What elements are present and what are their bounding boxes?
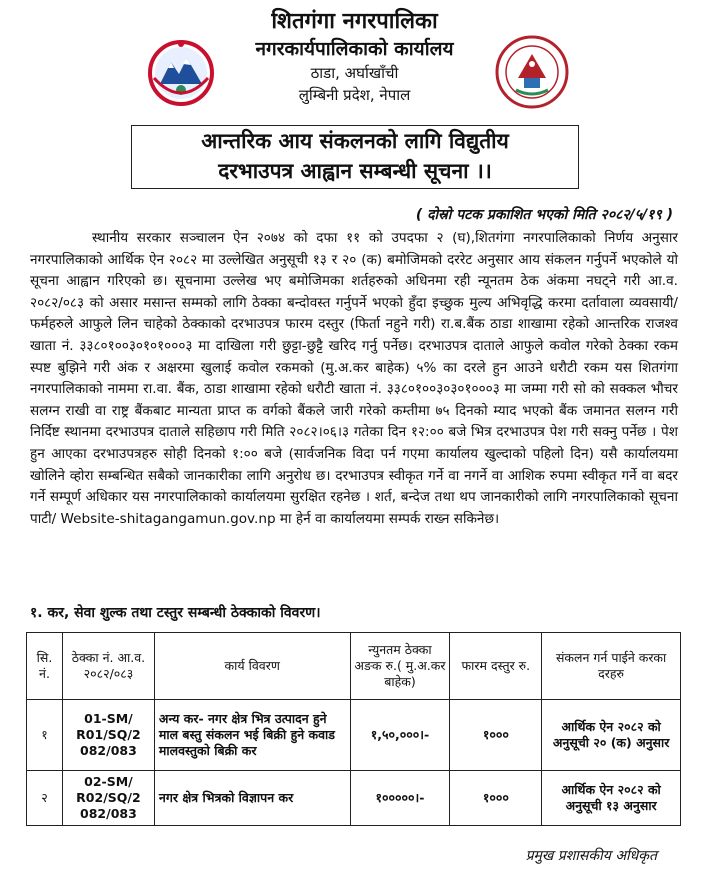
cell-min-amount: १,५०,०००।- [350, 700, 450, 771]
cell-form-fee: १००० [450, 700, 542, 771]
header-sn: सि. नं. [27, 633, 63, 700]
notice-title-line-1: आन्तरिक आय संकलनको लागि विद्युतीय [201, 129, 509, 153]
office-province: लुम्बिनी प्रदेश, नेपाल [298, 86, 411, 104]
municipality-seal-icon [494, 34, 570, 110]
signature-title: प्रमुख प्रशासकीय अधिकृत [525, 848, 657, 864]
office-header [0, 8, 709, 106]
cell-contract: 02-SM/ R02/SQ/2 082/083 [62, 771, 154, 826]
cell-description: अन्य कर- नगर क्षेत्र भित्र उत्पादन हुने माल बस्तु संकलन भई बिक्री हुने कवाड मालवस्तुको बिक्री कर [154, 700, 350, 771]
header-min-amount: न्युनतम ठेक्का अङक रु.( मु.अ.कर बाहेक) [350, 633, 450, 700]
header-description: कार्य विवरण [154, 633, 350, 700]
office-name: नगरकार्यपालिकाको कार्यालय [255, 38, 454, 60]
cell-description: नगर क्षेत्र भित्रको विज्ञापन कर [154, 771, 350, 826]
publish-date: ( दोस्रो पटक प्रकाशित भएको मिति २०८२/५/१९ ) [415, 207, 673, 223]
cell-sn: १ [27, 700, 63, 771]
table-header-row [27, 633, 681, 700]
cell-form-fee: १००० [450, 771, 542, 826]
cell-min-amount: १०००००।- [350, 771, 450, 826]
table-row [27, 700, 681, 771]
notice-title-line-2: दरभाउपत्र आह्वान सम्बन्धी सूचना ।। [218, 159, 492, 183]
header-contract: ठेक्का नं. आ.व. २०८२/०८३ [62, 633, 154, 700]
municipality-name: शितगंगा नगरपालिका [271, 9, 438, 34]
cell-sn: २ [27, 771, 63, 826]
cell-rates: आर्थिक ऐन २०८२ को अनुसूची २० (क) अनुसार [542, 700, 681, 771]
header-form-fee: फारम दस्तुर रु. [450, 633, 542, 700]
section-title: १. कर, सेवा शुल्क तथा टस्तुर सम्बन्धी ठेक्काको विवरण। [30, 605, 321, 621]
cell-contract: 01-SM/ R01/SQ/2 082/083 [62, 700, 154, 771]
table-row [27, 771, 681, 826]
header-rates: संकलन गर्न पाईने करका दरहरु [542, 633, 681, 700]
notice-body: स्थानीय सरकार सञ्चालन ऐन २०७४ को दफा ११ को उपदफा २ (घ),शितगंगा नगरपालिकाको निर्णय अनुसार नगरपालिकाको आर्थिक ऐन २०८२ मा उल्लेखित अनुसूची १३ र २० (क) बमोजिमको दररेट अनुसार आय संकलन गर्नुपर्ने भएकोले यो सूचना आह्वान गरिएको छ। सूचनामा उल्लेख भए बमोजिमका शर्तहरुको अधिनमा रही न्यूनतम ठेक अंकमा नघट्ने गरी आ.व. २०८२/०८३ को असार मसान्त सम्मको लागि ठेक्का बन्दोवस्त गर्नुपर्ने भएको हुँदा इच्छुक मुल्य अभिवृद्धि करमा दर्तावाला व्यवसायी/फर्महरुले आफुले लिन चाहेको ठेक्काको दरभाउपत्र फारम दस्तुर (फिर्ता नहुने गरी) रा.ब.बैंक ठाडा शाखामा रहेको आन्तरिक राजश्व खाता नं. ३३८०१००३०१०१०००३ मा दाखिला गरी छुट्टा-छुट्टै खरिद गर्नु पर्नेछ। दरभाउपत्र दाताले आफुले कवोल गरेको ठेक्का रकम स्पष्ट बुझिने गरी अंक र अक्षरमा खुलाई कवोल रकमको (मु.अ.कर बाहेक) ५% का दरले हुन आउने धरौटी रकम यस शितगंगा नगरपालिकाको नाममा रा.वा. बैंक, ठाडा शाखामा रहेको धरौटी खाता नं. ३३८०१००३०३०१०००३ मा जम्मा गरी सो को सक्कल भौचर सलग्न राखी वा राष्ट्र बैंकबाट मान्यता प्राप्त क वर्गको बैंकले जारी गरेको कम्तीमा ७५ दिनको म्याद भएको बैंक जमानत सलग्न गरी निर्दिष्ट स्थानमा दरभाउपत्र दाताले सहिछाप गरी मिति २०८२।०६।३ गतेका दिन १२:०० बजे भित्र दरभाउपत्र पेश गरी सक्नु पर्नेछ । पेश हुन आएका दरभाउपत्रहरु सोही दिनको १:०० बजे (सार्वजनिक विदा पर्न गएमा कार्यालय खुल्दाको पहिलो दिन) यसै कार्यालयमा खोलिने व्होरा सम्बन्धित सबैको जानकारीका लागि अनुरोध छ। दरभाउपत्र स्वीकृत गर्ने वा नगर्ने वा आशिक रुपमा स्वीकृत गर्ने वा बदर गर्ने सम्पूर्ण अधिकार यस नगरपालिकाको कार्यालयमा सुरक्षित रहनेछ । शर्त, बन्देज तथा थप जानकारीको लागि नगरपालिकाको सूचना पाटी/ Website-shitagangamun.gov.np मा हेर्न वा कार्यालयमा सम्पर्क राख्न सकिनेछ। [30, 230, 678, 527]
tender-table [26, 632, 681, 826]
cell-rates: आर्थिक ऐन २०८२ को अनुसूची १३ अनुसार [542, 771, 681, 826]
office-address: ठाडा, अर्घाखाँची [310, 64, 399, 82]
notice-title-box [131, 125, 579, 189]
